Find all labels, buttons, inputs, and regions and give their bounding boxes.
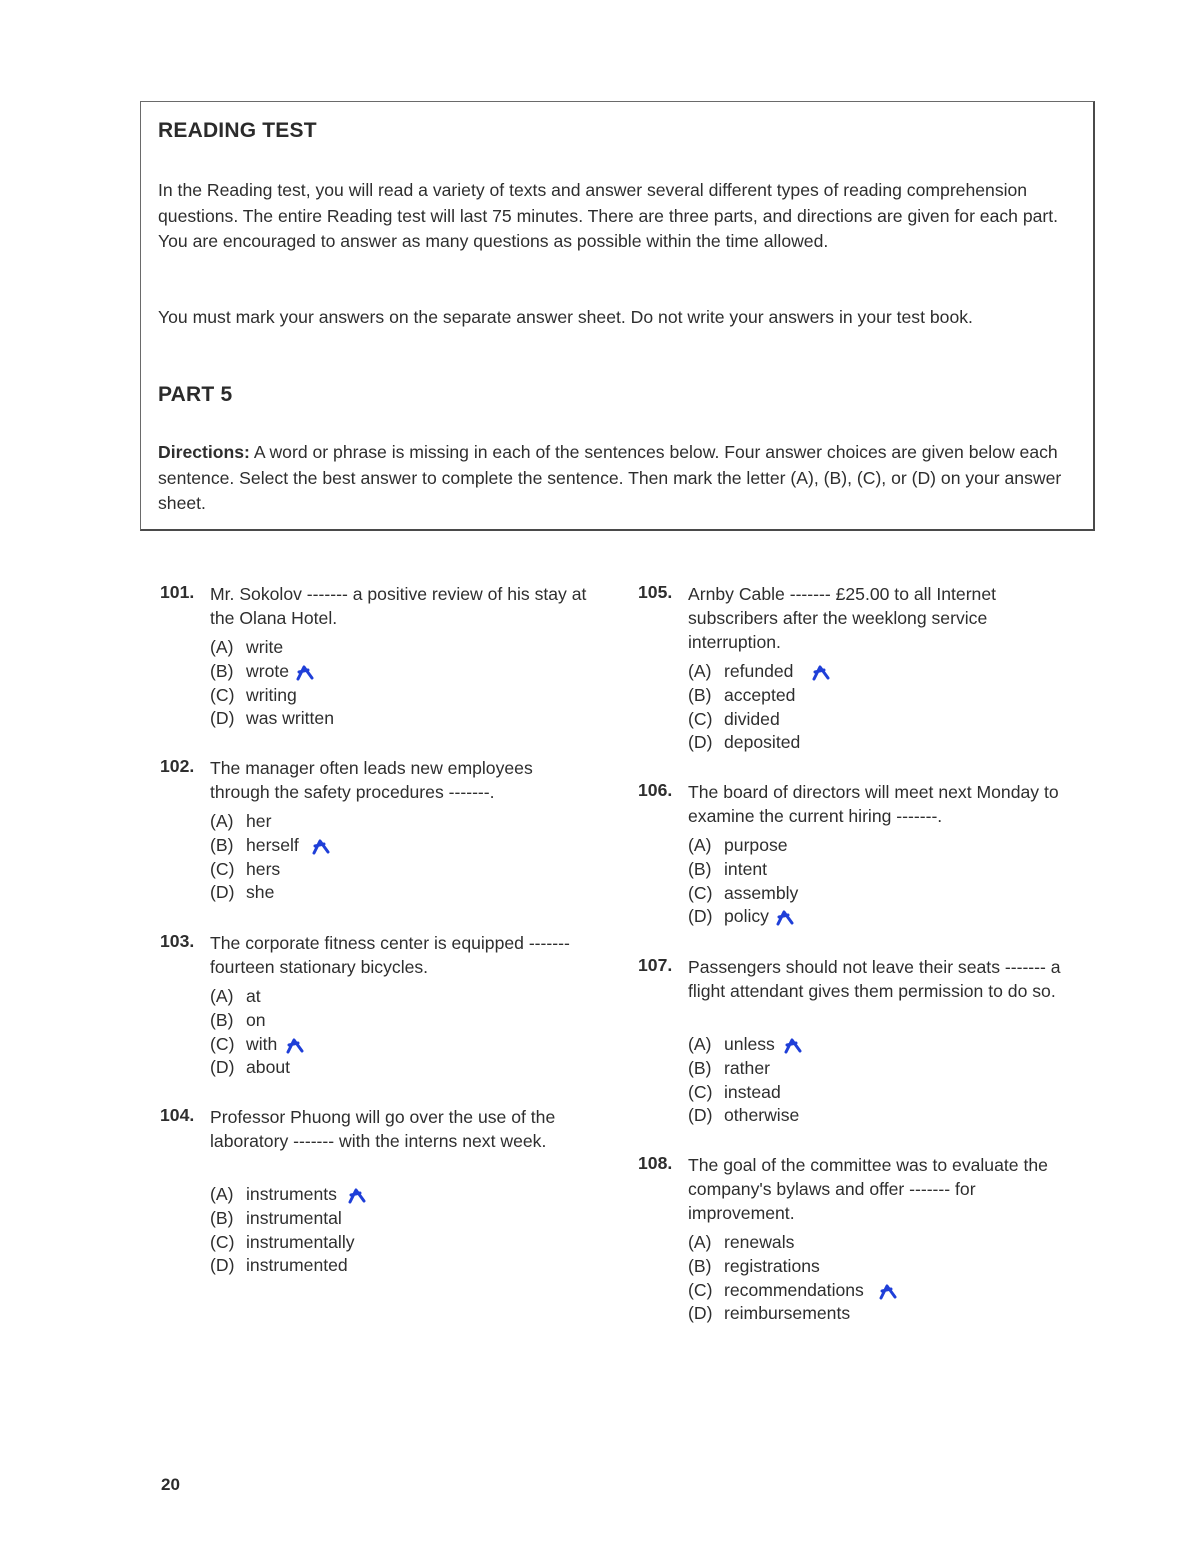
question-number: 103. <box>160 931 195 951</box>
answer-option <box>210 858 299 882</box>
option-text: instrumentally <box>246 1231 355 1252</box>
answer-option <box>688 684 800 708</box>
option-letter: (D) <box>688 732 713 753</box>
answer-option <box>210 1231 355 1255</box>
question-number: 104. <box>160 1105 195 1125</box>
option-letter: (B) <box>688 1255 712 1276</box>
handwritten-check-mark-icon <box>878 1282 898 1302</box>
option-text: policy <box>724 906 769 927</box>
question-text: The goal of the committee was to evaluate the company's bylaws and offer ------- for improvement. <box>688 1155 1048 1223</box>
handwritten-check-mark-icon <box>347 1186 367 1206</box>
option-letter: (D) <box>210 882 235 903</box>
option-text: her <box>246 811 272 831</box>
option-text: at <box>246 986 261 1006</box>
option-text: recommendations <box>724 1279 864 1300</box>
option-text: refunded <box>724 661 794 681</box>
option-text: hers <box>246 858 281 879</box>
answer-option <box>210 881 299 905</box>
option-letter: (B) <box>688 1057 712 1078</box>
handwritten-check-mark-icon <box>311 837 331 857</box>
option-letter: (C) <box>210 858 235 879</box>
option-letter: (D) <box>210 708 235 729</box>
answer-option <box>210 684 334 708</box>
question-number: 107. <box>638 955 673 975</box>
handwritten-check-mark-icon <box>811 663 831 683</box>
answer-options <box>210 810 299 905</box>
answer-option <box>210 985 290 1009</box>
option-text: on <box>246 1009 266 1030</box>
question-text: Arnby Cable ------- £25.00 to all Internet subscribers after the weeklong service interruption. <box>688 584 997 652</box>
option-letter: (C) <box>688 708 713 729</box>
answer-option <box>688 1104 799 1128</box>
option-text: herself <box>246 834 299 855</box>
option-letter: (B) <box>688 684 712 705</box>
question-text: The corporate fitness center is equipped ------- fourteen stationary bicycles. <box>210 933 570 977</box>
option-letter: (C) <box>688 1081 713 1102</box>
part-title: PART 5 <box>158 383 233 406</box>
option-text: about <box>246 1057 291 1078</box>
question-number: 106. <box>638 780 673 800</box>
directions-label: Directions: <box>158 442 250 462</box>
directions-paragraph <box>158 440 1083 517</box>
option-text: instruments <box>246 1184 337 1204</box>
option-text: instrumental <box>246 1207 342 1228</box>
answer-option <box>210 834 299 858</box>
intro-paragraph: In the Reading test, you will read a variety of texts and answer several different types of reading comprehension questions. The entire Reading test will last 75 minutes. There are three parts, and directions are given for each part. You are encouraged to answer as many questions as possible within the time allowed. <box>158 180 1059 251</box>
question-number: 102. <box>160 756 195 776</box>
answer-option <box>210 1207 355 1231</box>
option-letter: (A) <box>688 1232 712 1252</box>
instruction-paragraph: You must mark your answers on the separate answer sheet. Do not write your answers in your test book. <box>158 307 973 327</box>
answer-option <box>688 1231 864 1255</box>
option-letter: (C) <box>210 1231 235 1252</box>
option-letter: (C) <box>210 1033 235 1054</box>
answer-option <box>210 1254 355 1278</box>
option-letter: (A) <box>210 811 234 831</box>
option-letter: (B) <box>688 858 712 879</box>
option-letter: (D) <box>688 906 713 927</box>
answer-options <box>210 985 290 1080</box>
answer-option <box>688 882 798 906</box>
answer-option <box>688 1255 864 1279</box>
option-letter: (A) <box>688 835 712 855</box>
option-letter: (A) <box>210 637 234 657</box>
option-letter: (D) <box>210 1057 235 1078</box>
question-number: 101. <box>160 582 195 602</box>
option-text: divided <box>724 708 780 729</box>
question-text: The manager often leads new employees through the safety procedures -------. <box>210 758 533 802</box>
answer-option <box>210 1183 355 1207</box>
option-letter: (D) <box>210 1255 235 1276</box>
answer-options <box>688 834 798 929</box>
answer-option <box>688 731 800 755</box>
option-letter: (A) <box>688 1034 712 1054</box>
option-text: writing <box>246 684 297 705</box>
answer-option <box>688 1081 799 1105</box>
handwritten-check-mark-icon <box>295 663 315 683</box>
option-text: instead <box>724 1081 781 1102</box>
option-text: purpose <box>724 835 788 855</box>
reading-test-title: READING TEST <box>158 119 317 142</box>
option-text: otherwise <box>724 1105 800 1126</box>
option-letter: (A) <box>688 661 712 681</box>
answer-option <box>688 858 798 882</box>
option-text: reimbursements <box>724 1303 851 1324</box>
option-text: instrumented <box>246 1255 348 1276</box>
answer-options <box>688 660 800 755</box>
option-text: deposited <box>724 732 801 753</box>
answer-option <box>688 1279 864 1303</box>
answer-option <box>688 660 800 684</box>
option-text: wrote <box>246 660 290 681</box>
handwritten-check-mark-icon <box>285 1036 305 1056</box>
answer-option <box>688 1033 799 1057</box>
question-text: Mr. Sokolov ------- a positive review of his stay at the Olana Hotel. <box>210 584 587 628</box>
option-text: assembly <box>724 882 799 903</box>
answer-option <box>210 1056 290 1080</box>
option-text: was written <box>246 708 334 729</box>
question-text: Professor Phuong will go over the use of the laboratory ------- with the interns next week. <box>210 1107 556 1151</box>
handwritten-check-mark-icon <box>775 908 795 928</box>
question-text: The board of directors will meet next Monday to examine the current hiring -------. <box>688 782 1059 826</box>
option-letter: (A) <box>210 986 234 1006</box>
option-text: unless <box>724 1034 775 1054</box>
option-text: rather <box>724 1057 770 1078</box>
option-letter: (B) <box>210 1207 234 1228</box>
answer-option <box>210 660 334 684</box>
answer-option <box>688 1302 864 1326</box>
option-text: accepted <box>724 684 796 705</box>
answer-option <box>688 905 798 929</box>
option-letter: (D) <box>688 1303 713 1324</box>
option-letter: (B) <box>210 1009 234 1030</box>
answer-option <box>688 708 800 732</box>
answer-options <box>688 1033 799 1128</box>
page-number: 20 <box>161 1475 180 1494</box>
option-letter: (C) <box>210 684 235 705</box>
answer-options <box>210 1183 355 1278</box>
answer-option <box>688 834 798 858</box>
option-letter: (C) <box>688 1279 713 1300</box>
option-text: she <box>246 882 275 903</box>
answer-option <box>210 1009 290 1033</box>
answer-options <box>688 1231 864 1326</box>
option-text: write <box>246 637 284 657</box>
question-number: 105. <box>638 582 673 602</box>
answer-option <box>210 1033 290 1057</box>
handwritten-check-mark-icon <box>783 1036 803 1056</box>
directions-text: A word or phrase is missing in each of the sentences below. Four answer choices are given below each sentence. Select the best answer to complete the sentence. Then mark the letter (A), (B), (C), or (D) on your answer sheet. <box>158 442 1062 513</box>
answer-option <box>210 707 334 731</box>
option-text: with <box>246 1033 278 1054</box>
option-text: intent <box>724 858 768 879</box>
option-text: registrations <box>724 1255 820 1276</box>
question-number: 108. <box>638 1153 673 1173</box>
answer-option <box>210 810 299 834</box>
option-letter: (B) <box>210 660 234 681</box>
option-letter: (D) <box>688 1105 713 1126</box>
question-text: Passengers should not leave their seats ------- a flight attendant gives them permission to do so. <box>688 957 1061 1001</box>
option-text: renewals <box>724 1232 795 1252</box>
option-letter: (A) <box>210 1184 234 1204</box>
answer-options <box>210 636 334 731</box>
option-letter: (B) <box>210 834 234 855</box>
answer-option <box>688 1057 799 1081</box>
answer-option <box>210 636 334 660</box>
option-letter: (C) <box>688 882 713 903</box>
